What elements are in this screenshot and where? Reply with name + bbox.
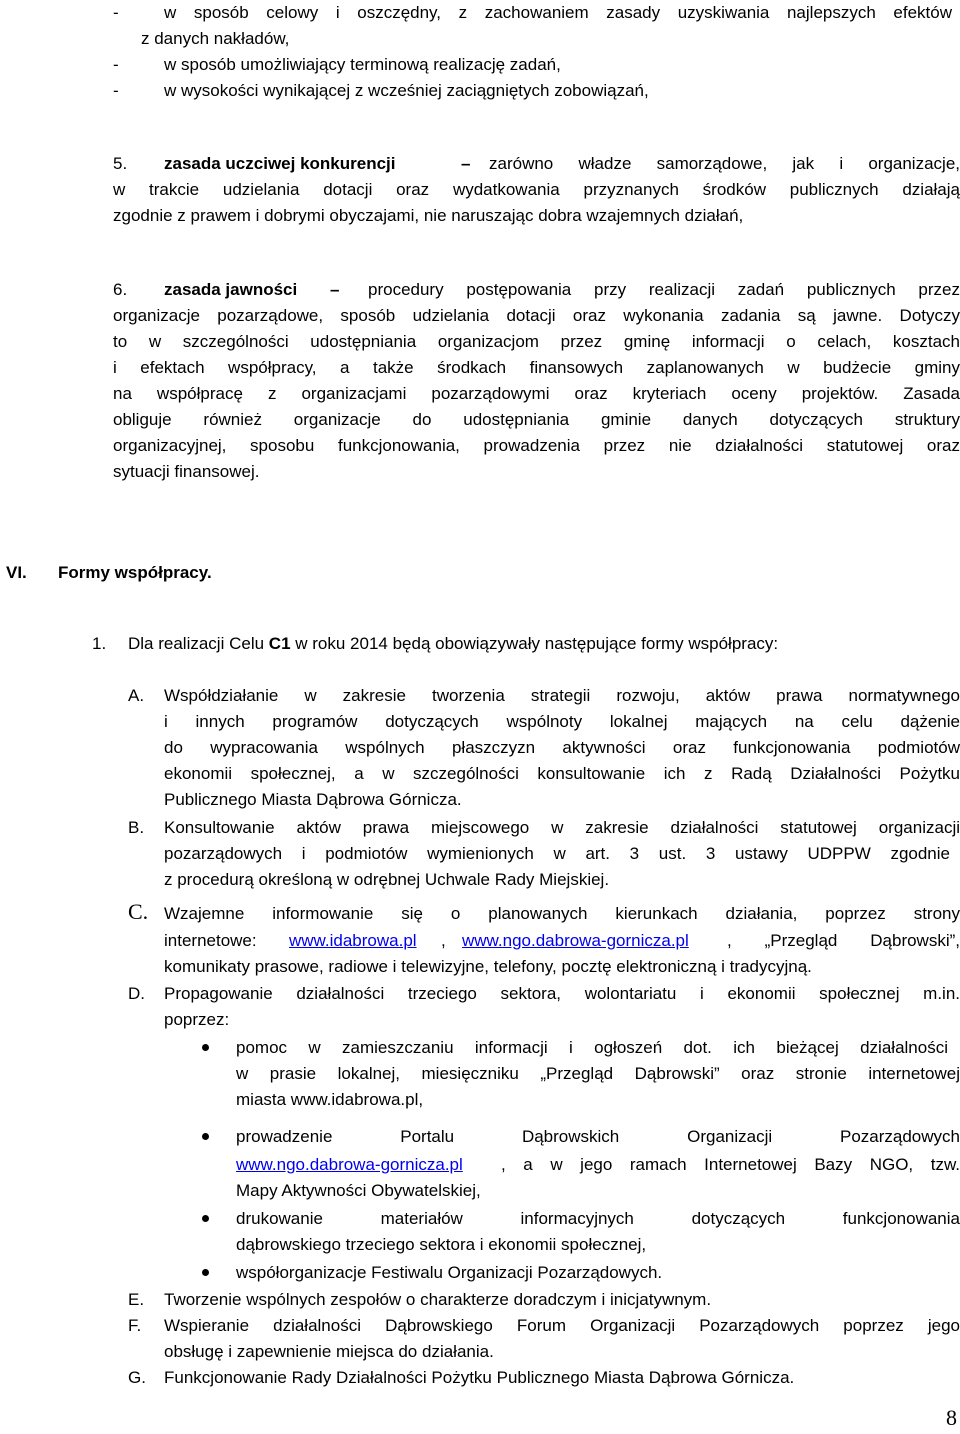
principle-text: organizacyjnej, sposobu funkcjonowania, prowadzenia przez nie działalności statutowej oraz: [113, 436, 960, 455]
item-text: Konsultowanie aktów prawa miejscowego w zakresie działalności statutowej organizacji: [164, 818, 960, 837]
bullet-icon: [202, 1269, 209, 1276]
item-text: Propagowanie działalności trzeciego sektora, wolontariatu i ekonomii społecznej m.in.: [164, 984, 960, 1003]
item-text: komunikaty prasowe, radiowe i telewizyjne, telefony, pocztę elektroniczną i tradycyjną.: [164, 957, 812, 976]
list-item-text: w sposób umożliwiający terminową realizację zadań,: [164, 55, 561, 74]
item-label: D.: [128, 984, 145, 1003]
point-text: Dla realizacji Celu C1 w roku 2014 będą obowiązywały następujące formy współpracy:: [128, 634, 779, 653]
item-text: z procedurą określoną w odrębnej Uchwale Rady Miejskiej.: [164, 870, 610, 889]
principle-title: zasada uczciwej konkurencji: [164, 154, 396, 173]
item-label: E.: [128, 1290, 145, 1309]
item-label: C.: [128, 899, 149, 924]
ngo-portal-link[interactable]: www.ngo.dabrowa-gornicza.pl: [236, 1155, 463, 1174]
ngo-portal-link[interactable]: www.ngo.dabrowa-gornicza.pl: [462, 931, 689, 950]
list-marker: -: [113, 81, 119, 100]
item-text: pozarządowych i podmiotów wymienionych w art. 3 ust. 3 ustawy UDPPW zgodnie: [164, 844, 950, 863]
principle-text: organizacje pozarządowe, sposób udzielania dotacji oraz wykonania zadania są jawne. Dotyczy: [113, 306, 960, 325]
bullet-icon: [202, 1044, 209, 1051]
item-text: Tworzenie wspólnych zespołów o charakterze doradczym i inicjatywnym.: [164, 1290, 712, 1309]
bullet-icon: [202, 1133, 209, 1140]
item-text: i innych programów dotyczących wspólnoty lokalnej mających na celu dążenie: [164, 712, 960, 731]
idabrowa-link[interactable]: www.idabrowa.pl: [289, 931, 417, 950]
item-text: do wypracowania wspólnych płaszczyzn aktywności oraz funkcjonowania podmiotów: [164, 738, 960, 757]
principle-number: 6.: [113, 280, 128, 299]
principle-dash: –: [330, 280, 340, 299]
bullet-text: współorganizacje Festiwalu Organizacji Pozarządowych.: [236, 1263, 663, 1282]
principle-text: sytuacji finansowej.: [113, 462, 260, 481]
item-label: B.: [128, 818, 145, 837]
item-text: Wspieranie działalności Dąbrowskiego Forum Organizacji Pozarządowych poprzez jego: [164, 1316, 960, 1335]
principle-text: to w szczególności udostępniania organizacjom przez gminę informacji o celach, kosztach: [113, 332, 960, 351]
principle-text: obliguje również organizacje do udostępniania gminie danych dotyczących struktury: [113, 410, 960, 429]
section-number: VI.: [6, 563, 27, 582]
page-number: 8: [946, 1405, 957, 1430]
bullet-text: , a w jego ramach Internetowej Bazy NGO, tzw.: [501, 1155, 960, 1174]
principle-text: w trakcie udzielania dotacji oraz wydatkowania przyznanych środków publicznych działają: [113, 180, 960, 199]
bullet-text: miasta www.idabrowa.pl,: [236, 1090, 424, 1109]
principle-text: zgodnie z prawem i dobrymi obyczajami, nie naruszając dobra wzajemnych działań,: [113, 206, 744, 225]
item-text: obsługę i zapewnienie miejsca do działania.: [164, 1342, 494, 1361]
item-text: internetowe:: [164, 931, 257, 950]
item-text: Publicznego Miasta Dąbrowa Górnicza.: [164, 790, 462, 809]
item-text: ,: [441, 931, 446, 950]
item-text: Wzajemne informowanie się o planowanych kierunkach działania, poprzez strony: [164, 904, 960, 923]
bullet-text: pomoc w zamieszczaniu informacji i ogłoszeń dot. ich bieżącej działalności: [236, 1038, 948, 1057]
list-item-text: w wysokości wynikającej z wcześniej zaciągniętych zobowiązań,: [164, 81, 649, 100]
item-text: , „Przegląd Dąbrowski”,: [727, 931, 960, 950]
principle-title: zasada jawności: [164, 280, 298, 299]
item-text: Funkcjonowanie Rady Działalności Pożytku Publicznego Miasta Dąbrowa Górnicza.: [164, 1368, 795, 1387]
bullet-text: prowadzenie Portalu Dąbrowskich Organizacji Pozarządowych: [236, 1127, 960, 1146]
item-text: Współdziałanie w zakresie tworzenia strategii rozwoju, aktów prawa normatywnego: [164, 686, 960, 705]
item-text: ekonomii społecznej, a w szczególności konsultowanie ich z Radą Działalności Pożytku: [164, 764, 960, 783]
bullet-text: w prasie lokalnej, miesięczniku „Przegląd Dąbrowski” oraz stronie internetowej: [236, 1064, 960, 1083]
principle-text: procedury postępowania przy realizacji zadań publicznych przez: [368, 280, 960, 299]
item-label: A.: [128, 686, 145, 705]
bullet-text: Mapy Aktywności Obywatelskiej,: [236, 1181, 481, 1200]
principle-text: na współpracę z organizacjami pozarządowymi oraz kryteriach oceny projektów. Zasada: [113, 384, 960, 403]
principle-dash: –: [461, 154, 471, 173]
bullet-text: dąbrowskiego trzeciego sektora i ekonomii społecznej,: [236, 1235, 647, 1254]
principle-number: 5.: [113, 154, 128, 173]
point-number: 1.: [92, 634, 107, 653]
list-item-text: w sposób celowy i oszczędny, z zachowaniem zasady uzyskiwania najlepszych efektów: [164, 3, 952, 22]
section-title: Formy współpracy.: [58, 563, 212, 582]
list-marker: -: [113, 55, 119, 74]
list-item-text: z danych nakładów,: [141, 29, 290, 48]
item-label: F.: [128, 1316, 142, 1335]
item-label: G.: [128, 1368, 146, 1387]
bullet-icon: [202, 1215, 209, 1222]
principle-text: zarówno władze samorządowe, jak i organizacje,: [489, 154, 960, 173]
principle-text: i efektach współpracy, a także środkach finansowych zaplanowanych w budżecie gminy: [113, 358, 960, 377]
item-text: poprzez:: [164, 1010, 230, 1029]
list-marker: -: [113, 3, 119, 22]
bullet-text: drukowanie materiałów informacyjnych dotyczących funkcjonowania: [236, 1209, 960, 1228]
